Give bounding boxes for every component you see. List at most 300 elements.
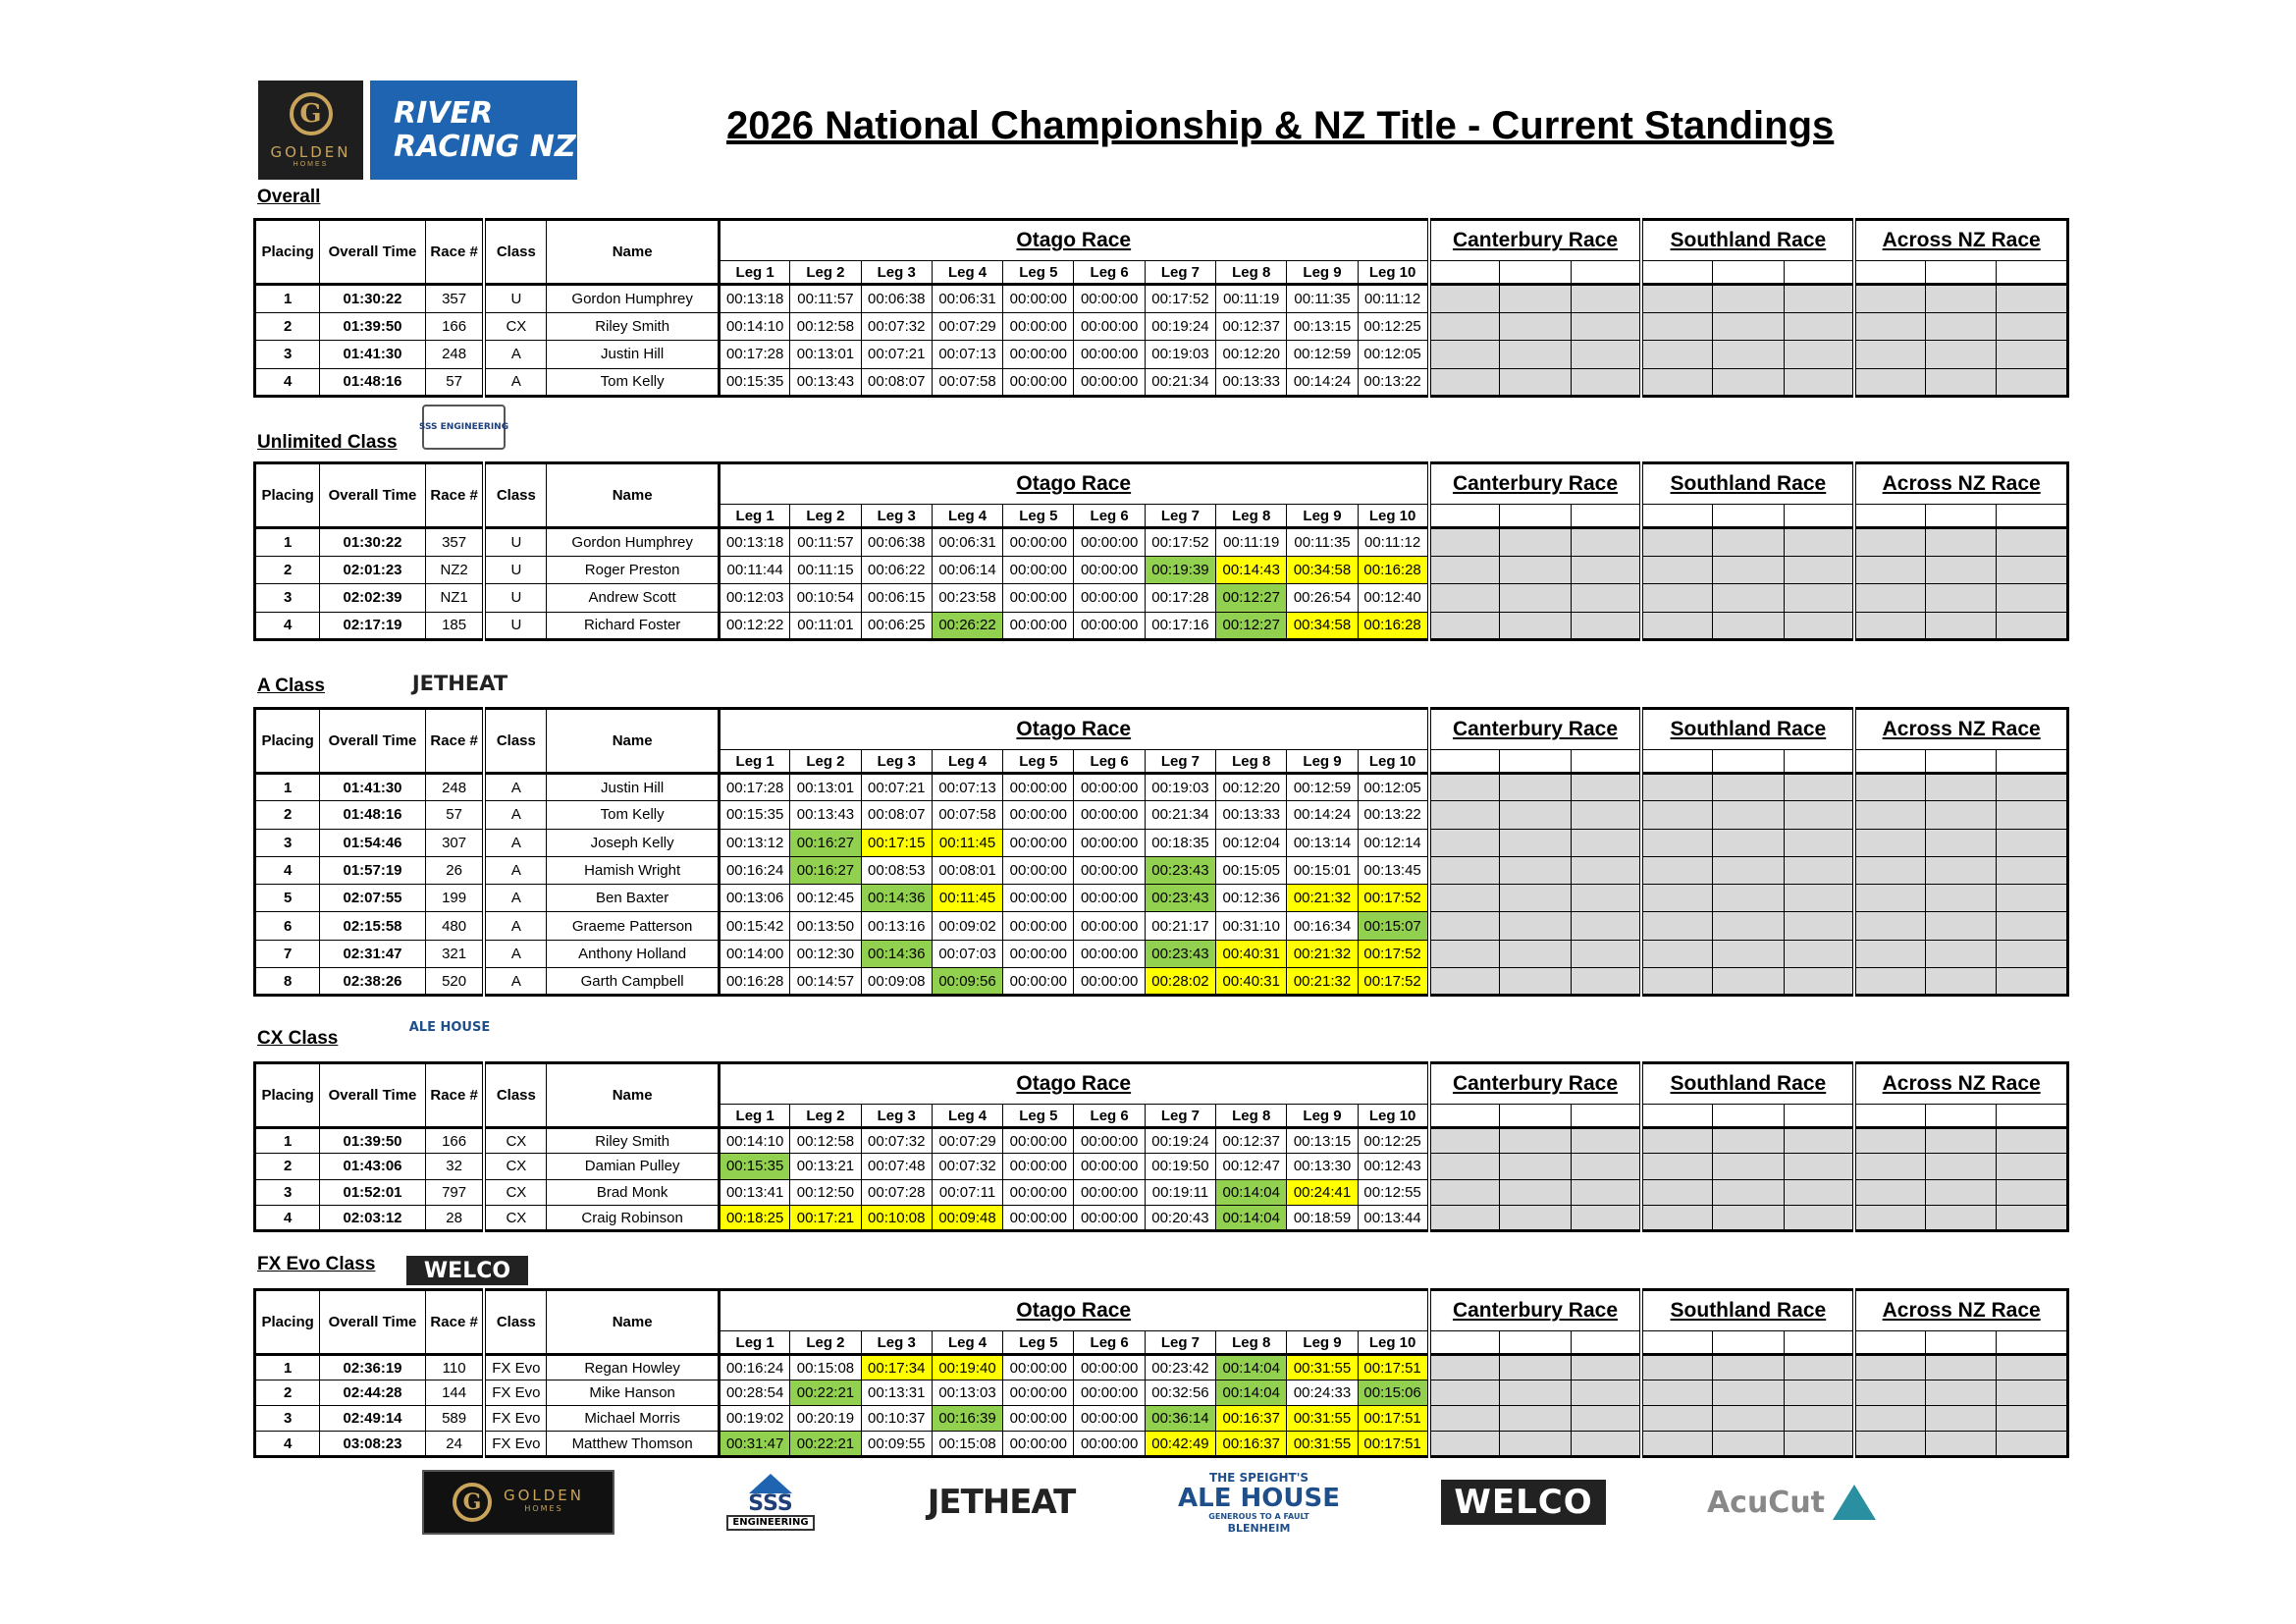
empty-race-cell <box>1997 885 2068 912</box>
leg-time-cell: 00:17:52 <box>1358 885 1428 912</box>
empty-race-cell <box>1500 528 1571 557</box>
leg-time-cell: 00:16:27 <box>790 829 861 856</box>
leg-time-cell: 00:07:48 <box>861 1154 932 1179</box>
empty-race-cell <box>1854 368 1925 397</box>
empty-race-cell <box>1641 1179 1712 1205</box>
empty-race-cell <box>1571 968 1641 996</box>
empty-race-cell <box>1641 1380 1712 1406</box>
placing-cell: 2 <box>255 1380 320 1406</box>
race-number-cell: NZ2 <box>425 556 484 584</box>
empty-race-cell <box>1926 856 1997 884</box>
leg-time-cell: 00:19:03 <box>1145 341 1215 369</box>
empty-race-cell <box>1784 801 1854 829</box>
placing-cell: 1 <box>255 528 320 557</box>
empty-race-cell <box>1429 312 1500 341</box>
empty-race-cell <box>1784 912 1854 940</box>
leg-header: Leg 1 <box>720 1331 790 1355</box>
leg-time-cell: 00:00:00 <box>1074 612 1145 640</box>
empty-race-cell <box>1926 1128 1997 1154</box>
empty-race-cell <box>1926 556 1997 584</box>
placing-cell: 3 <box>255 829 320 856</box>
empty-race-cell <box>1713 774 1784 801</box>
empty-race-cell <box>1997 1154 2068 1179</box>
empty-race-cell <box>1641 341 1712 369</box>
empty-race-cell <box>1429 285 1500 313</box>
footer-ale-2: ALE HOUSE <box>1178 1483 1340 1513</box>
table-row <box>255 341 2068 369</box>
leg-time-cell: 00:00:00 <box>1003 285 1074 313</box>
empty-race-cell <box>1997 1205 2068 1230</box>
empty-race-cell <box>1926 1179 1997 1205</box>
placing-cell: 3 <box>255 1179 320 1205</box>
leg-time-cell: 00:12:47 <box>1216 1154 1287 1179</box>
empty-race-cell <box>1997 612 2068 640</box>
class-cell: U <box>484 612 546 640</box>
leg-time-cell: 00:13:16 <box>861 912 932 940</box>
empty-race-cell <box>1500 1355 1571 1380</box>
leg-time-cell: 00:12:25 <box>1358 312 1428 341</box>
leg-time-cell: 00:17:34 <box>861 1355 932 1380</box>
header-placing: Placing <box>255 463 320 528</box>
empty-race-cell <box>1500 285 1571 313</box>
empty-race-cell <box>1571 1154 1641 1179</box>
empty-race-cell <box>1926 368 1997 397</box>
leg-time-cell: 00:00:00 <box>1003 1128 1074 1154</box>
leg-header: Leg 2 <box>790 1331 861 1355</box>
empty-race-cell <box>1854 940 1925 967</box>
empty-race-cell <box>1784 556 1854 584</box>
leg-time-cell: 00:00:00 <box>1074 801 1145 829</box>
leg-time-cell: 00:09:55 <box>861 1432 932 1457</box>
leg-time-cell: 00:00:00 <box>1003 774 1074 801</box>
header-overall-time: Overall Time <box>320 1290 425 1355</box>
empty-race-cell <box>1571 912 1641 940</box>
leg-header: Leg 9 <box>1287 750 1358 774</box>
leg-time-cell: 00:14:04 <box>1216 1205 1287 1230</box>
leg-time-cell: 00:12:37 <box>1216 1128 1287 1154</box>
empty-race-cell <box>1713 940 1784 967</box>
header-class: Class <box>484 463 546 528</box>
overall-time-cell: 01:30:22 <box>320 285 425 313</box>
leg-time-cell: 00:00:00 <box>1074 940 1145 967</box>
leg-time-cell: 00:24:33 <box>1287 1380 1358 1406</box>
header-class: Class <box>484 220 546 285</box>
leg-time-cell: 00:07:21 <box>861 774 932 801</box>
overall-time-cell: 02:15:58 <box>320 912 425 940</box>
header-class: Class <box>484 1290 546 1355</box>
empty-race-cell <box>1571 1128 1641 1154</box>
empty-race-cell <box>1641 829 1712 856</box>
empty-leg-header <box>1500 1105 1571 1128</box>
empty-leg-header <box>1926 1105 1997 1128</box>
empty-race-cell <box>1784 1432 1854 1457</box>
leg-time-cell: 00:10:08 <box>861 1205 932 1230</box>
leg-time-cell: 00:06:38 <box>861 528 932 557</box>
name-cell: Richard Foster <box>547 612 720 640</box>
empty-race-cell <box>1854 556 1925 584</box>
empty-race-cell <box>1500 885 1571 912</box>
header-race-number: Race # <box>425 463 484 528</box>
empty-race-cell <box>1997 368 2068 397</box>
leg-time-cell: 00:14:04 <box>1216 1179 1287 1205</box>
leg-time-cell: 00:00:00 <box>1074 829 1145 856</box>
overall-time-cell: 01:52:01 <box>320 1179 425 1205</box>
leg-time-cell: 00:18:35 <box>1145 829 1215 856</box>
empty-race-cell <box>1854 612 1925 640</box>
leg-time-cell: 00:16:28 <box>720 968 790 996</box>
empty-race-cell <box>1926 584 1997 613</box>
leg-time-cell: 00:00:00 <box>1003 612 1074 640</box>
empty-race-cell <box>1784 829 1854 856</box>
race-number-cell: 57 <box>425 368 484 397</box>
footer-welco-logo: WELCO <box>1441 1480 1606 1525</box>
empty-leg-header <box>1713 505 1784 528</box>
header-placing: Placing <box>255 709 320 774</box>
leg-header: Leg 4 <box>932 750 1002 774</box>
leg-header: Leg 8 <box>1216 750 1287 774</box>
leg-time-cell: 00:00:00 <box>1003 1205 1074 1230</box>
empty-race-cell <box>1784 1355 1854 1380</box>
leg-time-cell: 00:00:00 <box>1074 885 1145 912</box>
empty-race-cell <box>1641 556 1712 584</box>
page-title: 2026 National Championship & NZ Title - Current Standings <box>726 104 1835 147</box>
section-label: FX Evo Class <box>257 1254 376 1274</box>
empty-race-cell <box>1571 584 1641 613</box>
leg-time-cell: 00:12:55 <box>1358 1179 1428 1205</box>
placing-cell: 3 <box>255 584 320 613</box>
leg-time-cell: 00:08:53 <box>861 856 932 884</box>
leg-time-cell: 00:13:33 <box>1216 368 1287 397</box>
leg-header: Leg 5 <box>1003 261 1074 285</box>
empty-leg-header <box>1429 750 1500 774</box>
empty-leg-header <box>1500 505 1571 528</box>
leg-time-cell: 00:17:52 <box>1358 968 1428 996</box>
placing-cell: 2 <box>255 801 320 829</box>
empty-race-cell <box>1854 885 1925 912</box>
leg-time-cell: 00:06:22 <box>861 556 932 584</box>
overall-time-cell: 01:30:22 <box>320 528 425 557</box>
leg-time-cell: 00:00:00 <box>1074 1406 1145 1432</box>
overall-time-cell: 01:48:16 <box>320 801 425 829</box>
empty-race-cell <box>1997 856 2068 884</box>
empty-race-cell <box>1854 1432 1925 1457</box>
empty-race-cell <box>1854 1406 1925 1432</box>
leg-time-cell: 00:00:00 <box>1003 1355 1074 1380</box>
leg-time-cell: 00:07:58 <box>932 368 1002 397</box>
name-cell: Riley Smith <box>547 312 720 341</box>
overall-time-cell: 02:44:28 <box>320 1380 425 1406</box>
empty-leg-header <box>1429 261 1500 285</box>
class-cell: A <box>484 856 546 884</box>
leg-header: Leg 7 <box>1145 505 1215 528</box>
empty-race-cell <box>1713 556 1784 584</box>
leg-time-cell: 00:13:30 <box>1287 1154 1358 1179</box>
empty-race-cell <box>1429 1154 1500 1179</box>
empty-race-cell <box>1429 1406 1500 1432</box>
header-name: Name <box>547 709 720 774</box>
leg-time-cell: 00:00:00 <box>1003 856 1074 884</box>
leg-time-cell: 00:00:00 <box>1003 829 1074 856</box>
empty-race-cell <box>1854 1205 1925 1230</box>
placing-cell: 1 <box>255 1355 320 1380</box>
leg-time-cell: 00:00:00 <box>1074 285 1145 313</box>
race-title: Southland Race <box>1641 1063 1854 1105</box>
leg-time-cell: 00:15:08 <box>932 1432 1002 1457</box>
empty-race-cell <box>1854 829 1925 856</box>
leg-time-cell: 00:11:01 <box>790 612 861 640</box>
leg-time-cell: 00:19:50 <box>1145 1154 1215 1179</box>
placing-cell: 4 <box>255 1432 320 1457</box>
empty-race-cell <box>1784 940 1854 967</box>
empty-race-cell <box>1429 584 1500 613</box>
leg-header: Leg 9 <box>1287 1331 1358 1355</box>
empty-race-cell <box>1500 801 1571 829</box>
race-number-cell: 248 <box>425 774 484 801</box>
empty-race-cell <box>1854 1380 1925 1406</box>
leg-time-cell: 00:13:18 <box>720 528 790 557</box>
race-number-cell: 26 <box>425 856 484 884</box>
empty-race-cell <box>1500 1179 1571 1205</box>
leg-time-cell: 00:19:39 <box>1145 556 1215 584</box>
race-number-cell: 166 <box>425 1128 484 1154</box>
empty-race-cell <box>1854 774 1925 801</box>
race-number-cell: 144 <box>425 1380 484 1406</box>
name-cell: Tom Kelly <box>547 368 720 397</box>
leg-time-cell: 00:06:38 <box>861 285 932 313</box>
leg-header: Leg 10 <box>1358 1331 1428 1355</box>
leg-time-cell: 00:08:07 <box>861 368 932 397</box>
class-cell: U <box>484 556 546 584</box>
leg-time-cell: 00:10:37 <box>861 1406 932 1432</box>
standings-table <box>253 1288 2069 1458</box>
leg-time-cell: 00:17:51 <box>1358 1432 1428 1457</box>
header-class: Class <box>484 709 546 774</box>
leg-time-cell: 00:07:03 <box>932 940 1002 967</box>
empty-leg-header <box>1784 750 1854 774</box>
leg-time-cell: 00:16:39 <box>932 1406 1002 1432</box>
leg-time-cell: 00:21:17 <box>1145 912 1215 940</box>
leg-time-cell: 00:16:34 <box>1287 912 1358 940</box>
leg-time-cell: 00:19:02 <box>720 1406 790 1432</box>
empty-race-cell <box>1854 285 1925 313</box>
table-row <box>255 1205 2068 1230</box>
header-placing: Placing <box>255 220 320 285</box>
leg-header: Leg 3 <box>861 1331 932 1355</box>
leg-time-cell: 00:07:32 <box>861 1128 932 1154</box>
empty-race-cell <box>1997 774 2068 801</box>
leg-time-cell: 00:28:54 <box>720 1380 790 1406</box>
leg-time-cell: 00:12:27 <box>1216 584 1287 613</box>
leg-header: Leg 4 <box>932 261 1002 285</box>
sss-triangle-icon <box>749 1474 792 1493</box>
empty-race-cell <box>1713 912 1784 940</box>
table-row <box>255 285 2068 313</box>
placing-cell: 4 <box>255 368 320 397</box>
leg-time-cell: 00:00:00 <box>1074 1205 1145 1230</box>
leg-time-cell: 00:13:03 <box>932 1380 1002 1406</box>
name-cell: Anthony Holland <box>547 940 720 967</box>
name-cell: Ben Baxter <box>547 885 720 912</box>
placing-cell: 8 <box>255 968 320 996</box>
overall-time-cell: 03:08:23 <box>320 1432 425 1457</box>
leg-time-cell: 00:12:59 <box>1287 341 1358 369</box>
leg-time-cell: 00:00:00 <box>1003 341 1074 369</box>
empty-leg-header <box>1854 1331 1925 1355</box>
empty-race-cell <box>1784 885 1854 912</box>
empty-race-cell <box>1641 1355 1712 1380</box>
leg-time-cell: 00:00:00 <box>1003 1432 1074 1457</box>
empty-race-cell <box>1500 584 1571 613</box>
empty-leg-header <box>1854 261 1925 285</box>
empty-race-cell <box>1997 584 2068 613</box>
leg-time-cell: 00:15:07 <box>1358 912 1428 940</box>
leg-header: Leg 3 <box>861 750 932 774</box>
leg-time-cell: 00:15:06 <box>1358 1380 1428 1406</box>
footer-sss-sub: ENGINEERING <box>726 1515 814 1531</box>
empty-race-cell <box>1500 856 1571 884</box>
leg-time-cell: 00:13:01 <box>790 774 861 801</box>
empty-race-cell <box>1429 885 1500 912</box>
name-cell: Brad Monk <box>547 1179 720 1205</box>
leg-time-cell: 00:07:29 <box>932 1128 1002 1154</box>
leg-time-cell: 00:00:00 <box>1074 968 1145 996</box>
leg-time-cell: 00:12:40 <box>1358 584 1428 613</box>
empty-race-cell <box>1997 312 2068 341</box>
empty-race-cell <box>1854 312 1925 341</box>
leg-time-cell: 00:13:22 <box>1358 368 1428 397</box>
leg-header: Leg 2 <box>790 1105 861 1128</box>
empty-race-cell <box>1784 285 1854 313</box>
empty-leg-header <box>1571 505 1641 528</box>
empty-leg-header <box>1571 1331 1641 1355</box>
table-row <box>255 528 2068 557</box>
empty-race-cell <box>1571 1380 1641 1406</box>
leg-header: Leg 6 <box>1074 261 1145 285</box>
race-title: Southland Race <box>1641 220 1854 261</box>
empty-race-cell <box>1784 774 1854 801</box>
leg-time-cell: 00:00:00 <box>1003 584 1074 613</box>
river-racing-line1: RIVER <box>394 95 494 131</box>
empty-race-cell <box>1713 1128 1784 1154</box>
leg-time-cell: 00:19:24 <box>1145 312 1215 341</box>
empty-race-cell <box>1713 1154 1784 1179</box>
empty-race-cell <box>1926 885 1997 912</box>
empty-race-cell <box>1854 584 1925 613</box>
leg-header: Leg 7 <box>1145 1105 1215 1128</box>
leg-time-cell: 00:17:52 <box>1358 940 1428 967</box>
leg-time-cell: 00:34:58 <box>1287 612 1358 640</box>
leg-header: Leg 3 <box>861 1105 932 1128</box>
placing-cell: 4 <box>255 1205 320 1230</box>
empty-leg-header <box>1997 505 2068 528</box>
leg-header: Leg 8 <box>1216 1331 1287 1355</box>
empty-race-cell <box>1571 1432 1641 1457</box>
class-cell: A <box>484 912 546 940</box>
race-title: Across NZ Race <box>1854 709 2067 750</box>
table-row <box>255 1179 2068 1205</box>
leg-time-cell: 00:12:03 <box>720 584 790 613</box>
leg-header: Leg 9 <box>1287 1105 1358 1128</box>
empty-race-cell <box>1997 528 2068 557</box>
leg-time-cell: 00:36:14 <box>1145 1406 1215 1432</box>
footer-golden-homes-logo <box>422 1470 614 1535</box>
empty-leg-header <box>1713 261 1784 285</box>
footer-golden-sub: HOMES <box>524 1504 563 1513</box>
empty-race-cell <box>1571 556 1641 584</box>
leg-time-cell: 00:00:00 <box>1003 801 1074 829</box>
leg-time-cell: 00:15:42 <box>720 912 790 940</box>
empty-race-cell <box>1854 968 1925 996</box>
leg-time-cell: 00:16:37 <box>1216 1432 1287 1457</box>
race-title: Across NZ Race <box>1854 220 2067 261</box>
golden-homes-text: GOLDEN <box>270 143 351 161</box>
leg-time-cell: 00:31:10 <box>1216 912 1287 940</box>
leg-time-cell: 00:23:43 <box>1145 885 1215 912</box>
empty-race-cell <box>1926 312 1997 341</box>
leg-time-cell: 00:15:35 <box>720 801 790 829</box>
placing-cell: 6 <box>255 912 320 940</box>
leg-time-cell: 00:13:12 <box>720 829 790 856</box>
leg-time-cell: 00:13:45 <box>1358 856 1428 884</box>
race-number-cell: 28 <box>425 1205 484 1230</box>
empty-race-cell <box>1926 940 1997 967</box>
name-cell: Roger Preston <box>547 556 720 584</box>
empty-leg-header <box>1997 1331 2068 1355</box>
table-row <box>255 1406 2068 1432</box>
empty-race-cell <box>1429 1205 1500 1230</box>
leg-time-cell: 00:13:22 <box>1358 801 1428 829</box>
empty-race-cell <box>1713 285 1784 313</box>
standings-table <box>253 1061 2069 1232</box>
footer-ale-3: GENEROUS TO A FAULT <box>1208 1511 1309 1521</box>
empty-leg-header <box>1500 1331 1571 1355</box>
overall-time-cell: 01:39:50 <box>320 1128 425 1154</box>
class-cell: U <box>484 584 546 613</box>
empty-race-cell <box>1997 1406 2068 1432</box>
leg-time-cell: 00:12:58 <box>790 312 861 341</box>
empty-race-cell <box>1500 341 1571 369</box>
leg-time-cell: 00:13:01 <box>790 341 861 369</box>
race-title: Otago Race <box>720 1290 1429 1331</box>
empty-race-cell <box>1997 829 2068 856</box>
race-number-cell: 199 <box>425 885 484 912</box>
empty-race-cell <box>1713 612 1784 640</box>
leg-header: Leg 7 <box>1145 1331 1215 1355</box>
name-cell: Graeme Patterson <box>547 912 720 940</box>
empty-race-cell <box>1997 912 2068 940</box>
leg-time-cell: 00:00:00 <box>1074 1128 1145 1154</box>
empty-leg-header <box>1641 1331 1712 1355</box>
leg-time-cell: 00:07:11 <box>932 1179 1002 1205</box>
overall-time-cell: 02:07:55 <box>320 885 425 912</box>
empty-race-cell <box>1500 1432 1571 1457</box>
class-cell: FX Evo <box>484 1380 546 1406</box>
leg-time-cell: 00:12:14 <box>1358 829 1428 856</box>
overall-time-cell: 01:43:06 <box>320 1154 425 1179</box>
leg-time-cell: 00:17:21 <box>790 1205 861 1230</box>
empty-leg-header <box>1571 750 1641 774</box>
leg-time-cell: 00:13:15 <box>1287 1128 1358 1154</box>
leg-time-cell: 00:00:00 <box>1003 940 1074 967</box>
leg-time-cell: 00:17:52 <box>1145 285 1215 313</box>
table-row <box>255 1128 2068 1154</box>
empty-race-cell <box>1854 801 1925 829</box>
class-cell: CX <box>484 1128 546 1154</box>
leg-time-cell: 00:12:36 <box>1216 885 1287 912</box>
leg-time-cell: 00:00:00 <box>1003 968 1074 996</box>
overall-time-cell: 02:17:19 <box>320 612 425 640</box>
empty-race-cell <box>1784 1406 1854 1432</box>
